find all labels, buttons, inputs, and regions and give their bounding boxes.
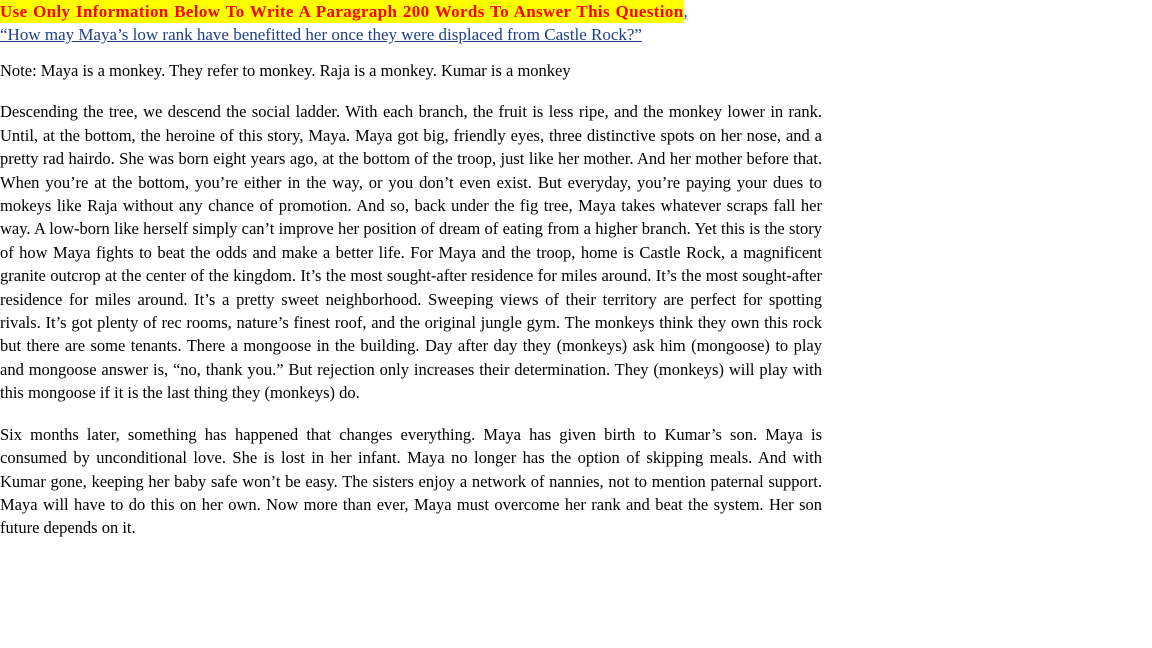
instruction-heading: Use Only Information Below To Write A Paragraph 200 Words To Answer This Question xyxy=(0,2,684,21)
body-paragraph-1: Descending the tree, we descend the social ladder. With each branch, the fruit is less ripe, and the monkey lower in rank. Until, at the bottom, the heroine of this story, Maya. Maya got big, friendly eyes, three distinctive spots on her nose, and a pretty rad hairdo. She was born eight years ago, at the bottom of the troop, just like her mother. And her mother before that. When you’re at the bottom, you’re either in the way, or you don’t even exist. But everyday, you’re paying your dues to mokeys like Raja without any chance of promotion. And so, back under the fig tree, Maya takes whatever scraps fall her way. A low-born like herself simply can’t improve her position of dream of eating from a higher branch. Yet this is the story of how Maya fights to beat the odds and make a better life. For Maya and the troop, home is Castle Rock, a magnificent granite outcrop at the center of the kingdom. It’s the most sought-after residence for miles around. It’s the most sought-after residence for miles around. It’s a pretty sweet neighborhood. Sweeping views of their territory are perfect for spotting rivals. It’s got plenty of rec rooms, nature’s finest roof, and the original jungle gym. The monkeys think they own this rock but there are some tenants. There a mongoose in the building. Day after day they (monkeys) ask him (mongoose) to play and mongoose answer is, “no, thank you.” But rejection only increases their determination. They (monkeys) will play with this mongoose if it is the last thing they (monkeys) do. xyxy=(0,102,822,403)
heading-line xyxy=(0,0,822,23)
question-text: “How may Maya’s low rank have benefitted her once they were displaced from Castle Rock?” xyxy=(0,25,642,44)
body-paragraph-2: Six months later, something has happened that changes everything. Maya has given birth to Kumar’s son. Maya is consumed by unconditional love. She is lost in her infant. Maya no longer has the option of skipping meals. And with Kumar gone, keeping her baby safe won’t be easy. The sisters enjoy a network of nannies, not to mention paternal support. Maya will have to do this on her own. Now more than ever, Maya must overcome her rank and beat the system. Her son future depends on it. xyxy=(0,424,822,538)
heading-comma: , xyxy=(683,2,688,21)
note-text: Note: Maya is a monkey. They refer to monkey. Raja is a monkey. Kumar is a monkey xyxy=(0,61,571,80)
